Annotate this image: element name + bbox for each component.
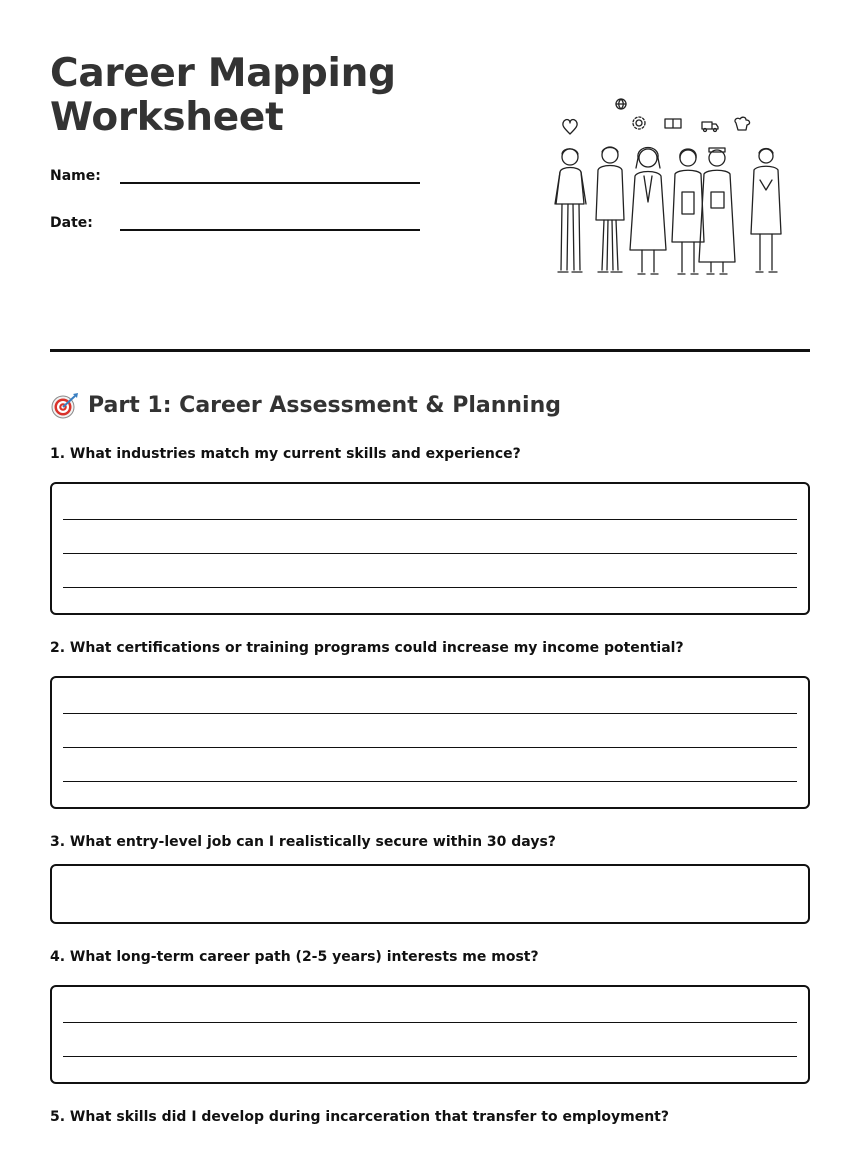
name-field[interactable] [120, 166, 420, 184]
answer-line [63, 1056, 797, 1057]
question-1: 1. What industries match my current skills and experience? [50, 446, 521, 462]
date-label: Date: [50, 215, 93, 231]
globe-icon [616, 99, 626, 109]
answer-line [63, 1022, 797, 1023]
date-field[interactable] [120, 213, 420, 231]
person-2 [596, 147, 624, 272]
professionals-illustration [548, 92, 788, 282]
question-2: 2. What certifications or training programs could increase my income potential? [50, 640, 684, 656]
part1-heading [50, 390, 561, 420]
title-line-2: Worksheet [50, 95, 284, 140]
person-6 [751, 149, 781, 273]
question-4: 4. What long-term career path (2-5 years) interests me most? [50, 949, 539, 965]
answer-box-1[interactable] [50, 482, 810, 615]
answer-line [63, 519, 797, 520]
gear-icon [633, 117, 645, 129]
name-label: Name: [50, 168, 101, 184]
answer-line [63, 747, 797, 748]
page-title [50, 52, 396, 140]
target-dart-icon [50, 390, 80, 420]
heart-icon [563, 120, 577, 134]
answer-box-4[interactable] [50, 985, 810, 1084]
truck-icon [702, 122, 718, 132]
question-3: 3. What entry-level job can I realistically secure within 30 days? [50, 834, 556, 850]
person-1 [555, 149, 586, 272]
answer-line [63, 553, 797, 554]
part1-heading-text: Part 1: Career Assessment & Planning [88, 392, 561, 418]
answer-box-2[interactable] [50, 676, 810, 809]
date-field-row [50, 213, 420, 231]
chef-hat-icon [735, 117, 750, 130]
answer-box-3[interactable] [50, 864, 810, 924]
name-field-row [50, 166, 420, 184]
answer-line [63, 587, 797, 588]
answer-line [63, 713, 797, 714]
answer-line [63, 781, 797, 782]
title-line-1: Career Mapping [50, 51, 396, 96]
question-5: 5. What skills did I develop during incarceration that transfer to employment? [50, 1109, 669, 1125]
section-divider [50, 349, 810, 352]
person-3 [630, 148, 666, 275]
book-icon [665, 119, 681, 128]
person-5 [699, 148, 735, 274]
